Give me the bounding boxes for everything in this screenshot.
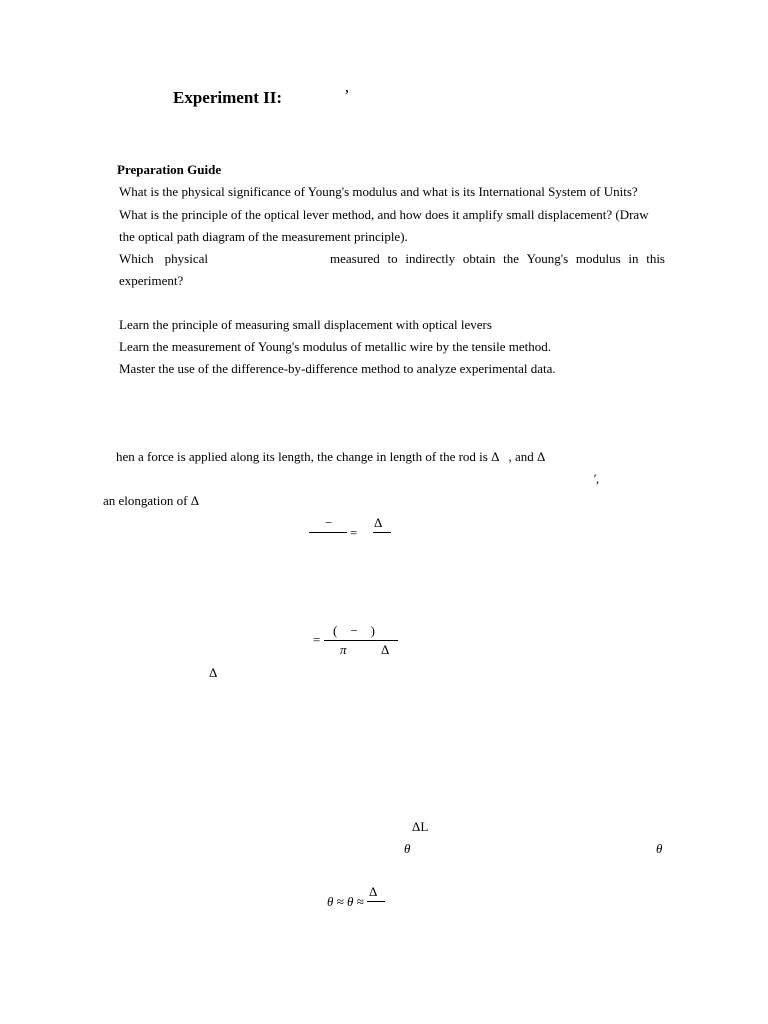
prep-question-3-line-1-right [330, 251, 665, 267]
eq3-numerator: Δ [369, 884, 378, 899]
eq2-numerator: ( − ) [333, 623, 375, 638]
word: in [628, 251, 639, 266]
eq3-fraction-bar [367, 901, 385, 902]
theta-symbol-left: θ [404, 841, 411, 856]
prep-question-2-line-2: the optical path diagram of the measurement principle). [119, 229, 408, 244]
objective-2: Learn the measurement of Young's modulus of metallic wire by the tensile method. [119, 339, 551, 354]
prep-question-3-line-2: experiment? [119, 273, 184, 288]
preparation-guide-heading: Preparation Guide [117, 162, 222, 177]
eq1-equals: = [350, 525, 358, 540]
word: obtain [462, 251, 496, 266]
eq2-denominator-delta: Δ [381, 642, 390, 657]
objective-1: Learn the principle of measuring small displacement with optical levers [119, 317, 492, 332]
eq1-fraction-bar-right [373, 532, 391, 533]
word: the [503, 251, 519, 266]
title-apostrophe: ’ [344, 86, 350, 105]
principle-line-force: hen a force is applied along its length, the change in length of the rod is Δ , and Δ [116, 449, 546, 464]
eq2-fraction-bar [324, 640, 398, 641]
word: Which [119, 251, 154, 266]
word: indirectly [405, 251, 456, 266]
eq2-denominator-pi: π [340, 642, 347, 657]
prep-question-3-line-1-left [119, 251, 208, 267]
word: measured [330, 251, 380, 266]
principle-line-elongation: an elongation of Δ [103, 493, 200, 508]
word: modulus [575, 251, 621, 266]
word: physical [164, 251, 208, 266]
eq1-numerator-left: − [325, 515, 333, 530]
objective-3: Master the use of the difference-by-difference method to analyze experimental data. [119, 361, 556, 376]
prep-question-1: What is the physical significance of Young's modulus and what is its International System of Units? [119, 184, 638, 199]
eq3-lhs: θ ≈ θ ≈ [327, 894, 364, 909]
word: to [387, 251, 398, 266]
word: this [646, 251, 665, 266]
experiment-title: Experiment II: [173, 88, 283, 107]
word: Young's [526, 251, 569, 266]
eq1-numerator-right: Δ [374, 515, 383, 530]
eq2-equals: = [313, 632, 321, 647]
eq1-fraction-bar-left [309, 532, 347, 533]
prep-question-2-line-1: What is the principle of the optical lever method, and how does it amplify small displacement? (Draw [119, 207, 649, 222]
theta-symbol-right: θ [656, 841, 663, 856]
prime-mark: ′, [593, 471, 600, 486]
delta-L-symbol: ΔL [412, 819, 429, 834]
delta-symbol: Δ [209, 665, 218, 680]
